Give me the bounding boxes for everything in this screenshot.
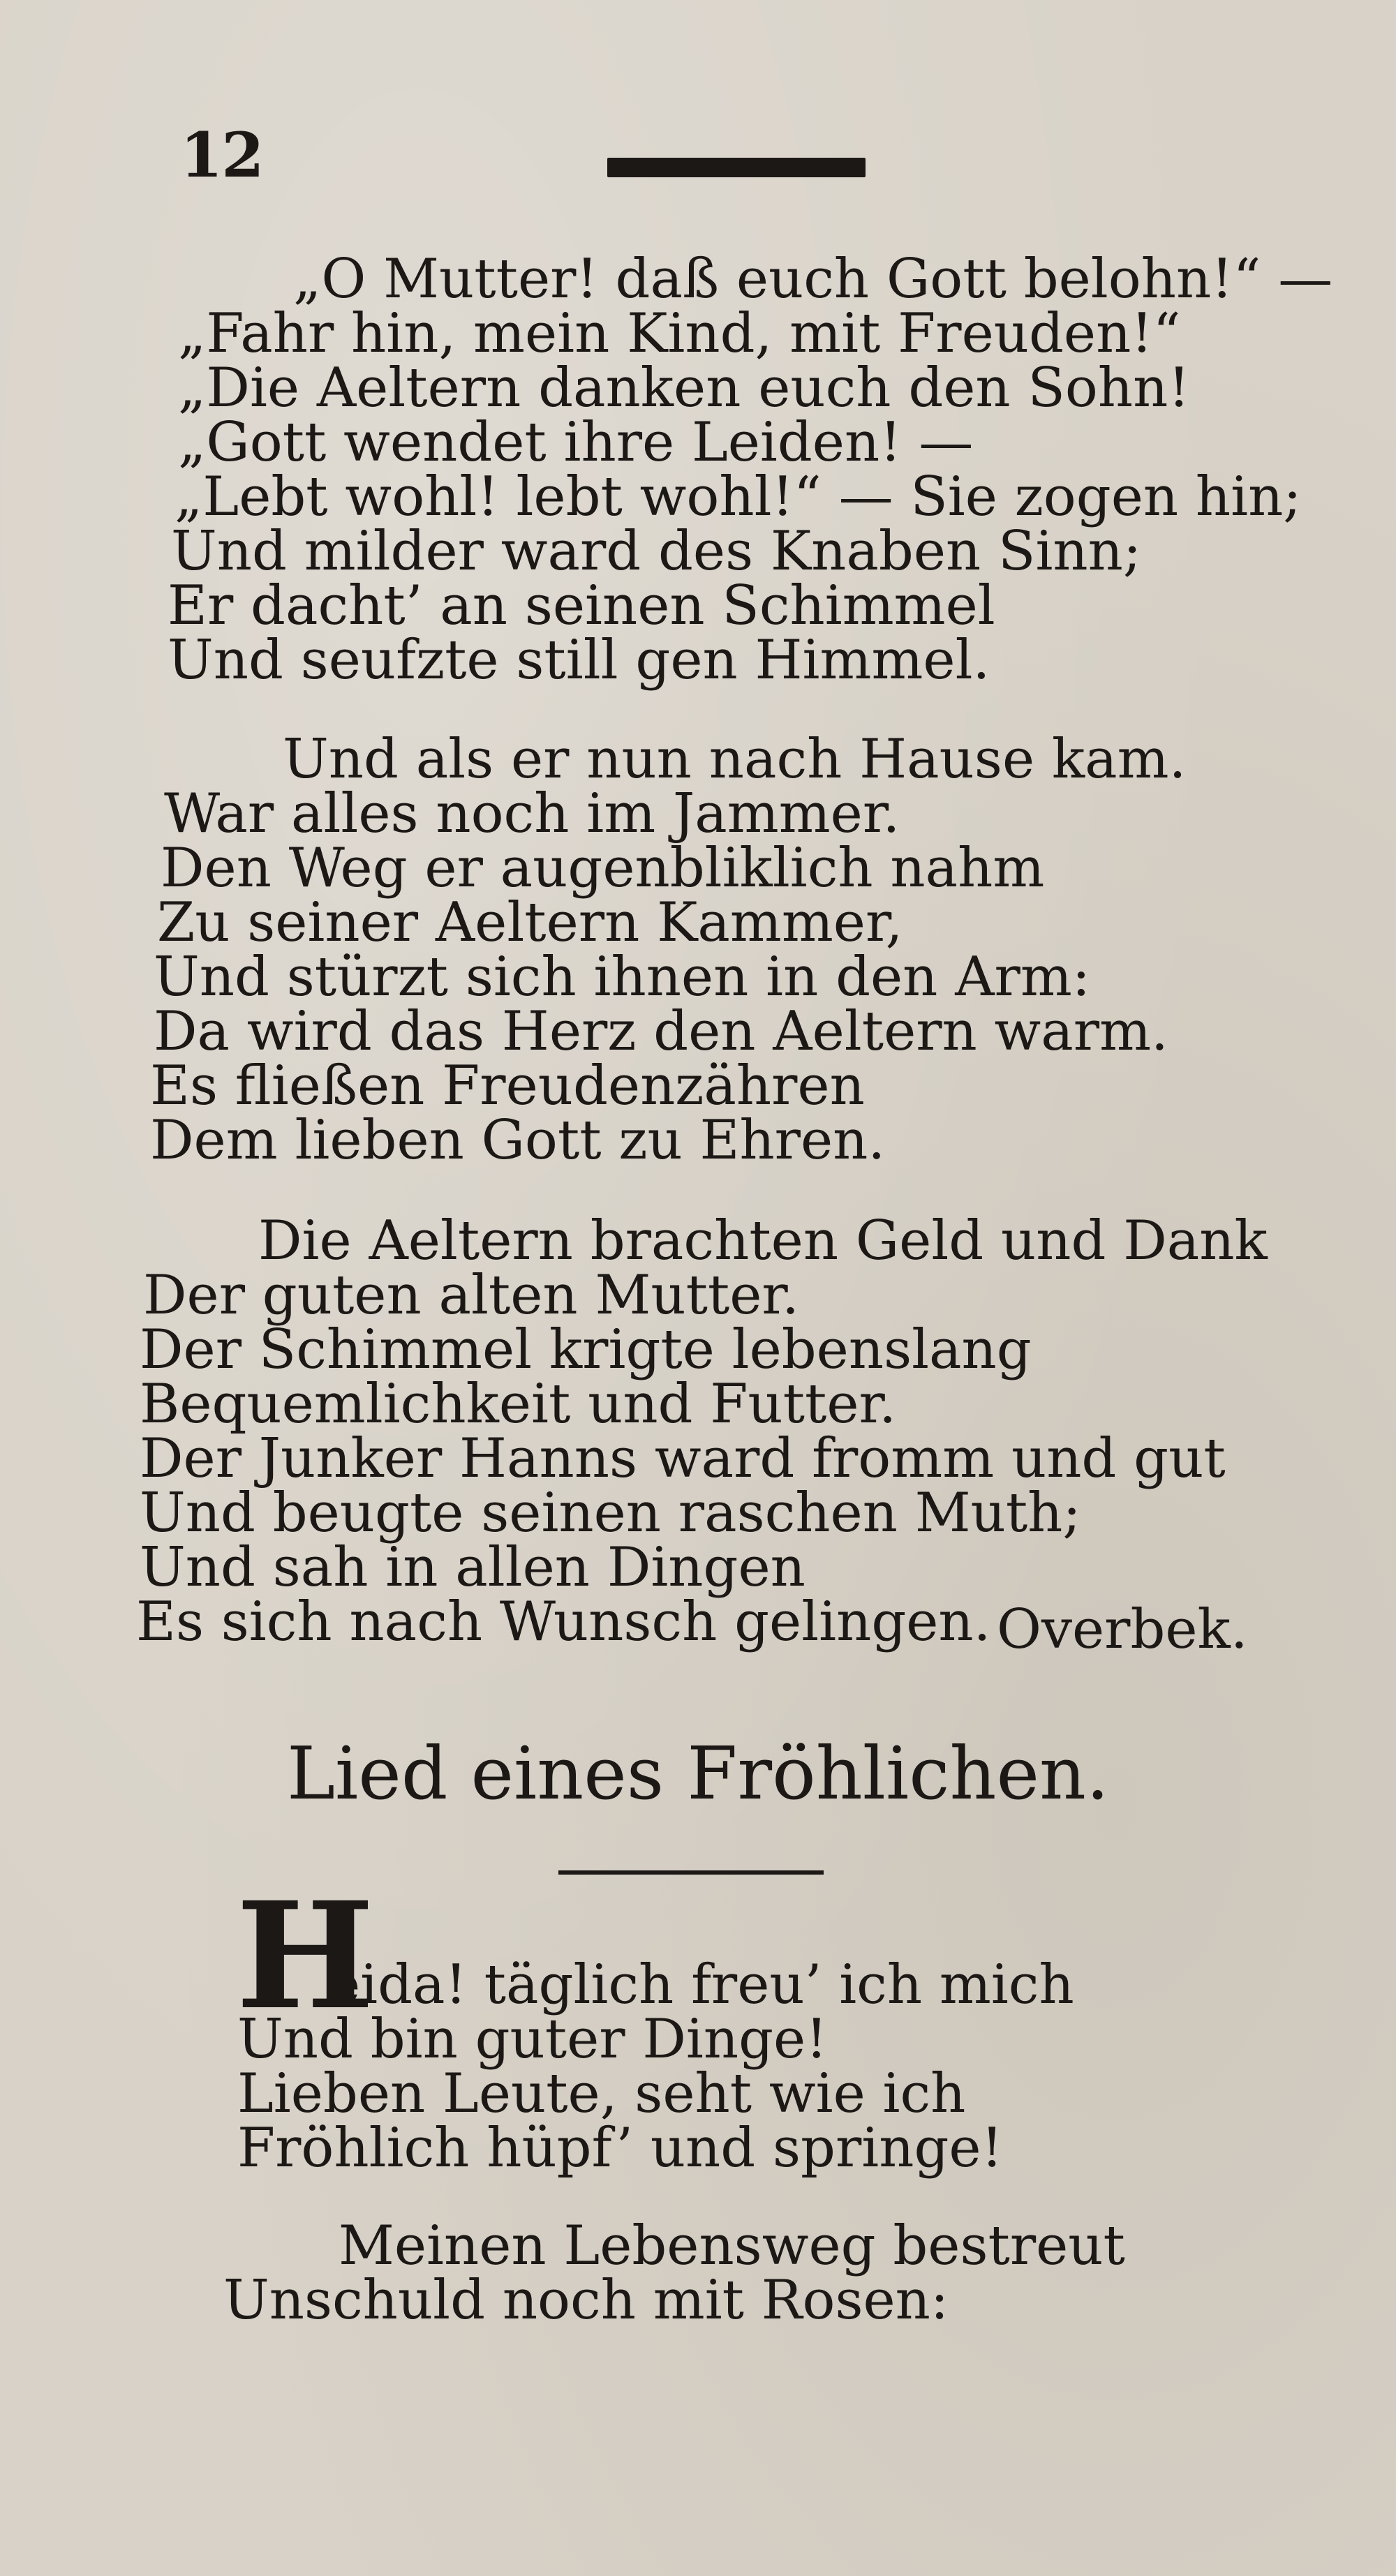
verse-line: War alles noch im Jammer. [164, 782, 900, 845]
verse-line: Und beugte seinen raschen Muth; [140, 1482, 1081, 1544]
verse-line: Es sich nach Wunsch gelingen. [136, 1591, 991, 1653]
verse-line: Der guten alten Mutter. [143, 1264, 799, 1327]
verse-line: „Gott wendet ihre Leiden! — [178, 411, 974, 474]
verse-line: Der Schimmel krigte lebenslang [140, 1318, 1032, 1381]
author-signature: Overbek. [997, 1598, 1248, 1661]
verse-line: Und sah in allen Dingen [140, 1536, 805, 1599]
verse-line: Da wird das Herz den Aeltern warm. [154, 1000, 1168, 1063]
verse-line: „Fahr hin, mein Kind, mit Freuden!“ [178, 302, 1181, 365]
title-rule [558, 1870, 824, 1875]
verse-line: Unschuld noch mit Rosen: [223, 2269, 949, 2332]
verse-line: Bequemlichkeit und Futter. [140, 1373, 897, 1436]
verse-line: Es fließen Freudenzähren [150, 1055, 865, 1117]
verse-line: Und milder ward des Knaben Sinn; [171, 520, 1142, 583]
verse-line: Lieben Leute, seht wie ich [237, 2062, 966, 2125]
verse-line: „Lebt wohl! lebt wohl!“ — Sie zogen hin; [174, 466, 1302, 528]
verse-line: Und seufzte still gen Himmel. [168, 629, 990, 692]
verse-line: Den Weg er augenbliklich nahm [161, 837, 1045, 900]
verse-line: Fröhlich hüpf’ und springe! [237, 2117, 1003, 2180]
verse-line: Zu seiner Aeltern Kammer, [157, 891, 903, 954]
verse-line: Und bin guter Dinge! [237, 2008, 828, 2071]
verse-line: Dem lieben Gott zu Ehren. [150, 1109, 886, 1172]
header-rule [607, 158, 866, 177]
verse-line: „Die Aeltern danken euch den Sohn! [178, 357, 1190, 419]
verse-line: „O Mutter! daß euch Gott belohn!“ — [293, 248, 1333, 311]
verse-line: Und stürzt sich ihnen in den Arm: [154, 946, 1091, 1008]
verse-line: Er dacht’ an seinen Schimmel [168, 574, 995, 637]
verse-line: Der Junker Hanns ward fromm und gut [140, 1427, 1226, 1490]
page-number: 12 [180, 119, 263, 191]
drop-cap: H [236, 1870, 375, 2042]
verse-line: eida! täglich freu’ ich mich [328, 1953, 1074, 2016]
verse-line: Die Aeltern brachten Geld und Dank [258, 1209, 1268, 1272]
verse-line: Und als er nun nach Hause kam. [283, 728, 1187, 791]
song-title: Lied eines Fröhlichen. [286, 1731, 1110, 1816]
verse-line: Meinen Lebensweg bestreut [339, 2214, 1125, 2277]
